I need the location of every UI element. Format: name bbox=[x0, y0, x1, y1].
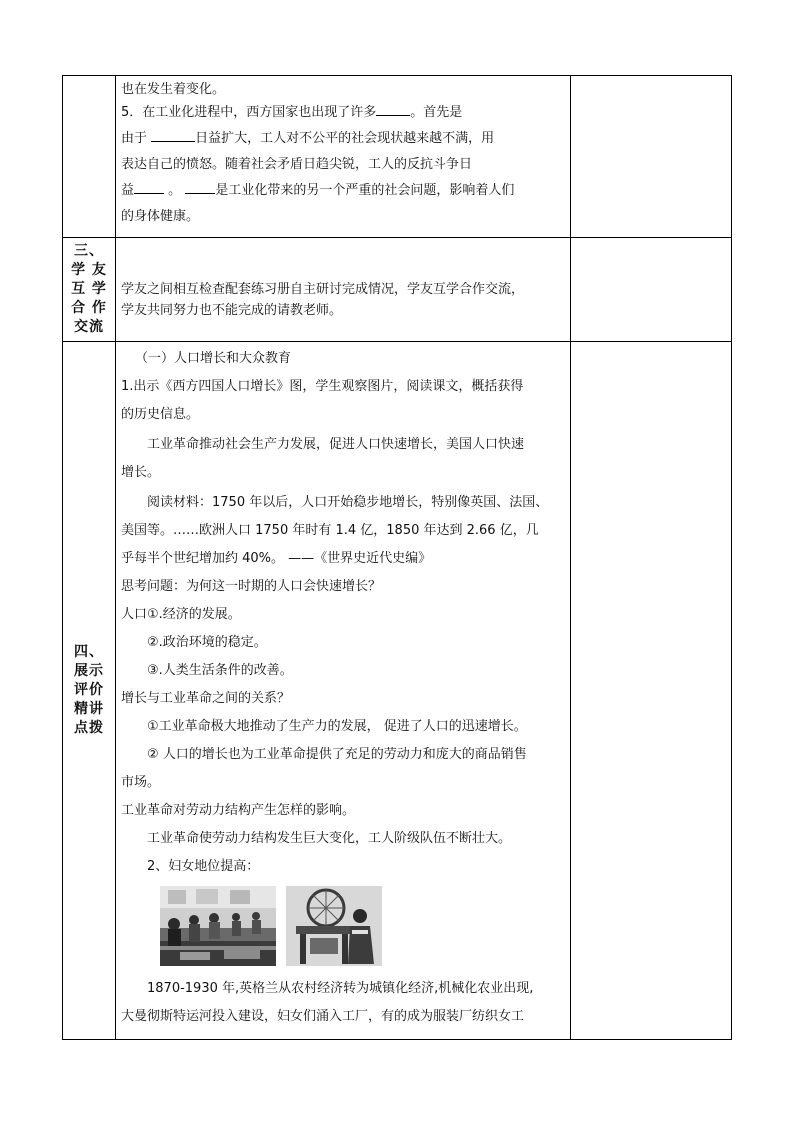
lesson-plan-table bbox=[62, 75, 732, 1040]
text-line: ②.政治环境的稳定。 bbox=[147, 635, 267, 650]
fill-blank bbox=[134, 179, 164, 194]
text-line: 市场。 bbox=[121, 775, 161, 790]
text-line: 学友共同努力也不能完成的请教老师。 bbox=[121, 303, 343, 318]
text-line: 1.出示《西方四国人口增长》图，学生观察图片，阅读课文，概括获得 bbox=[121, 379, 524, 394]
section-label-line: 合 作 bbox=[71, 300, 107, 316]
text-segment: 。首先是 bbox=[410, 105, 463, 120]
text-line: 也在发生着变化。 bbox=[121, 82, 226, 97]
section-label-line: 展示 bbox=[74, 663, 104, 679]
section-label-cell bbox=[63, 76, 116, 238]
text-line: 大曼彻斯特运河投入建设，妇女们涌入工厂，有的成为服装厂纺织女工 bbox=[121, 1009, 525, 1024]
table-row bbox=[63, 238, 732, 342]
section-label-cell bbox=[63, 342, 116, 1040]
section-label-line: 三、 bbox=[74, 243, 104, 259]
text-line: ③.人类生活条件的改善。 bbox=[147, 663, 293, 678]
table-row bbox=[63, 76, 732, 238]
text-line bbox=[121, 100, 567, 126]
section-label-line: 点拨 bbox=[74, 720, 104, 736]
text-line: 学友之间相互检查配套练习册自主研讨完成情况，学友互学合作交流， bbox=[121, 282, 525, 297]
notes-cell bbox=[571, 238, 732, 342]
fill-blank bbox=[151, 127, 195, 142]
text-line: 工业革命推动社会生产力发展，促进人口快速增长，美国人口快速 bbox=[147, 437, 525, 452]
text-segment: 是工业化带来的另一个严重的社会问题，影响着人们 bbox=[215, 183, 515, 198]
text-line: 人口①.经济的发展。 bbox=[121, 607, 241, 622]
section-label-line: 学 友 bbox=[71, 262, 107, 278]
section-label-line: 互 学 bbox=[71, 281, 107, 297]
content-cell bbox=[116, 342, 571, 1040]
section-label-line: 四、 bbox=[74, 644, 104, 660]
text-line: 阅读材料：1750 年以后，人口开始稳步地增长，特别像英国、法国、 bbox=[147, 495, 549, 510]
fill-blank bbox=[185, 179, 215, 194]
text-line bbox=[121, 178, 567, 204]
text-line: 工业革命对劳动力结构产生怎样的影响。 bbox=[121, 803, 356, 818]
section-heading: （一）人口增长和大众教育 bbox=[135, 351, 292, 366]
text-line: 2、妇女地位提高： bbox=[147, 859, 260, 874]
text-line: 乎每半个世纪增加约 40%。 ——《世界史近代史编》 bbox=[121, 551, 432, 566]
text-segment: 日益扩大，工人对不公平的社会现状越来越不满，用 bbox=[195, 131, 495, 146]
text-line: 增长与工业革命之间的关系？ bbox=[121, 691, 291, 706]
photo-group bbox=[121, 886, 567, 970]
text-segment: 益 bbox=[121, 183, 135, 198]
text-line: 的历史信息。 bbox=[121, 407, 200, 422]
textile-machine-photo bbox=[286, 886, 382, 966]
fill-blank bbox=[376, 101, 410, 116]
text-line: 美国等。……欧洲人口 1750 年时有 1.4 亿，1850 年达到 2.66 亿，几 bbox=[121, 523, 539, 538]
text-line: 工业革命使劳动力结构发生巨大变化，工人阶级队伍不断壮大。 bbox=[147, 831, 512, 846]
text-line: 表达自己的愤怒。随着社会矛盾日趋尖锐，工人的反抗斗争日 bbox=[121, 157, 473, 172]
section-label-line: 精讲 bbox=[74, 701, 104, 717]
content-cell bbox=[116, 76, 571, 238]
section-label-cell bbox=[63, 238, 116, 342]
text-segment: 。 bbox=[168, 183, 182, 198]
text-line: 的身体健康。 bbox=[121, 209, 200, 224]
content-cell bbox=[116, 238, 571, 342]
text-line: 1870-1930 年,英格兰从农村经济转为城镇化经济,机械化农业出现, bbox=[147, 981, 534, 996]
notes-cell bbox=[571, 76, 732, 238]
section-label-line: 交流 bbox=[74, 319, 104, 335]
text-line: 思考问题：为何这一时期的人口会快速增长？ bbox=[121, 579, 382, 594]
factory-workers-photo bbox=[160, 886, 276, 966]
text-line: 增长。 bbox=[121, 465, 161, 480]
section-label-line: 评价 bbox=[74, 682, 104, 698]
table-row bbox=[63, 342, 732, 1040]
text-line: ② 人口的增长也为工业革命提供了充足的劳动力和庞大的商品销售 bbox=[147, 747, 527, 762]
text-line: ①工业革命极大地推动了生产力的发展， 促进了人口的迅速增长。 bbox=[147, 719, 527, 734]
text-segment: 5．在工业化进程中，西方国家也出现了许多 bbox=[121, 105, 377, 120]
notes-cell bbox=[571, 342, 732, 1040]
text-line bbox=[121, 126, 567, 152]
text-segment: 由于 bbox=[121, 131, 148, 146]
